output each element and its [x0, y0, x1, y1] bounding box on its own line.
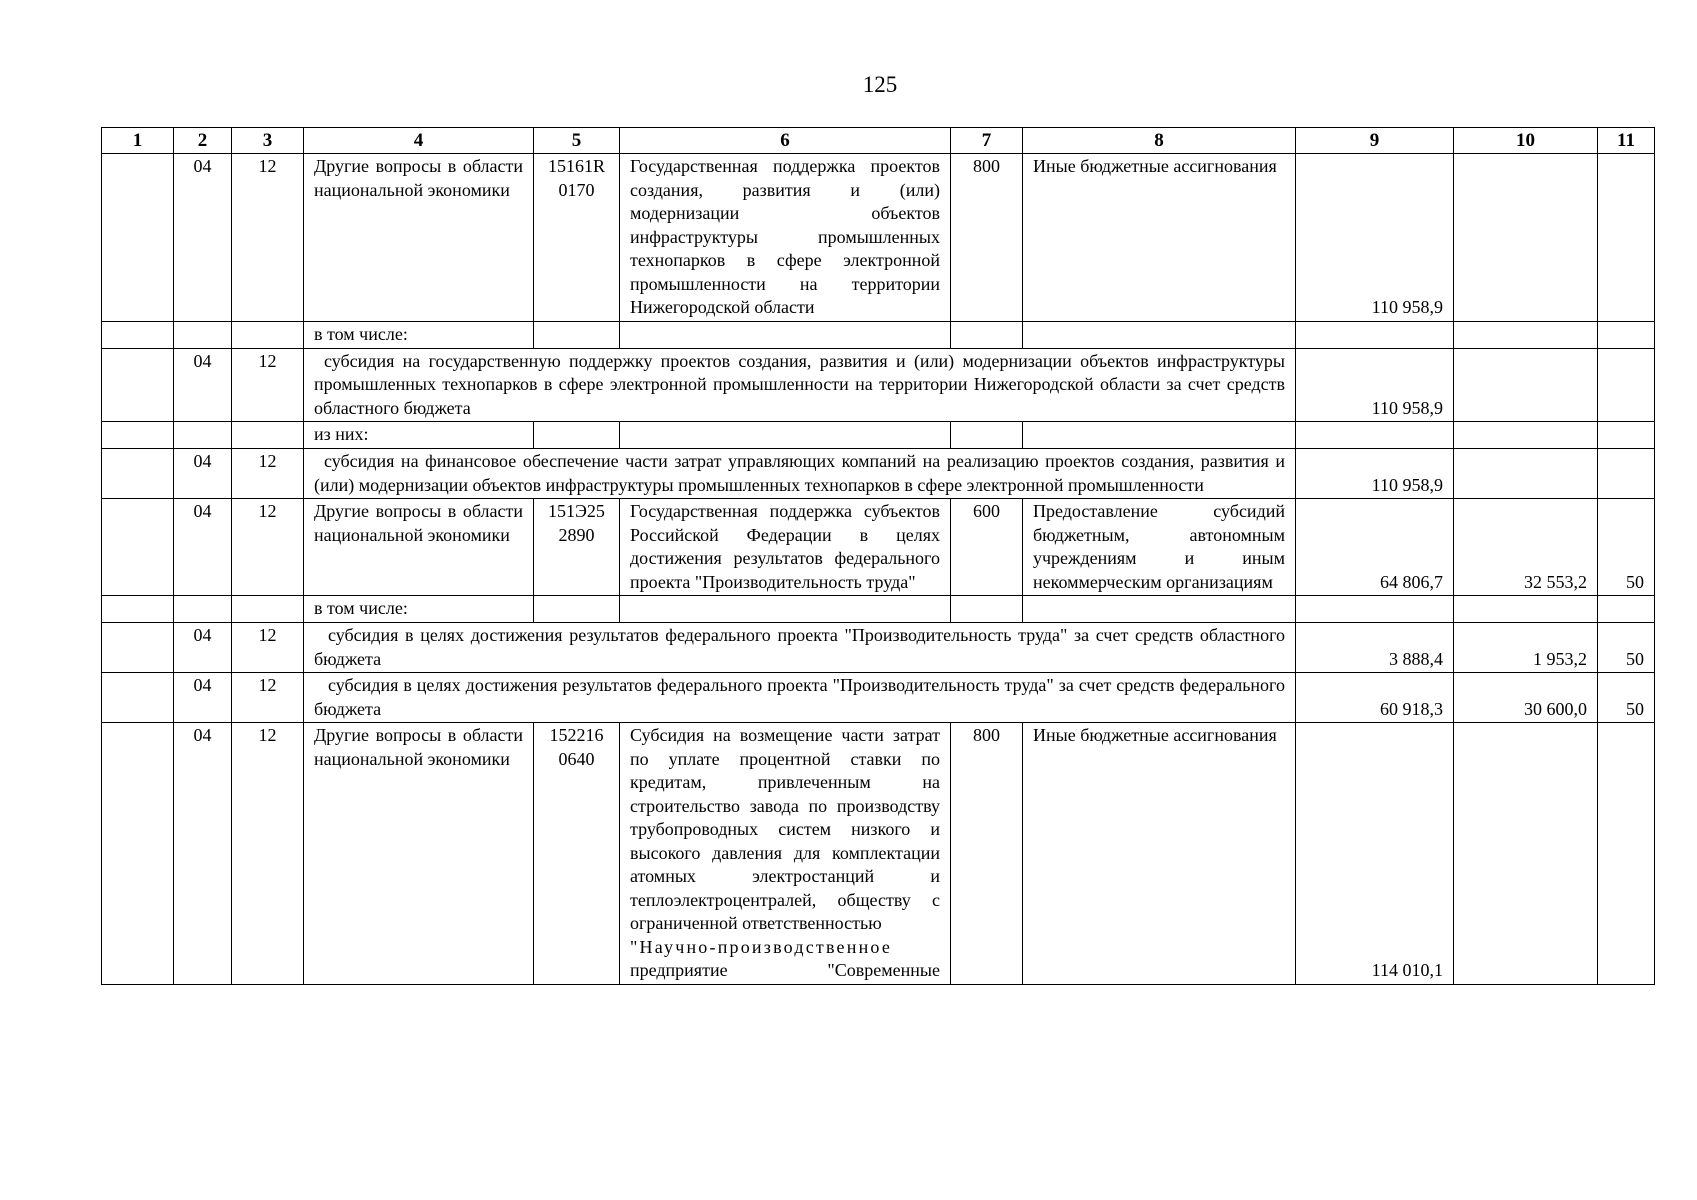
budget-table [101, 127, 1655, 985]
cell-federal-amount [1454, 723, 1598, 985]
cell-section: 04 [174, 449, 232, 499]
cell-note: из них: [304, 422, 534, 449]
table-row [102, 449, 1655, 499]
cell-section: 04 [174, 623, 232, 673]
cell-amount: 60 918,3 [1296, 673, 1454, 723]
table-row [102, 154, 1655, 322]
cell-expense-code: 800 [951, 154, 1023, 322]
cell-federal-amount [1454, 154, 1598, 322]
cell-federal-amount: 32 553,2 [1454, 499, 1598, 596]
cell-subsection: 12 [232, 623, 304, 673]
cell-federal-amount [1454, 348, 1598, 422]
cell-expense-name: Иные бюджетные ассигнования [1023, 723, 1296, 985]
cell-amount: 110 958,9 [1296, 449, 1454, 499]
column-header: 4 [304, 128, 534, 154]
column-header: 11 [1598, 128, 1655, 154]
table-row [102, 623, 1655, 673]
column-header: 3 [232, 128, 304, 154]
cell-target-name: Государственная поддержка проектов создания, развития и (или) модернизации объектов инфраструктуры промышленных технопарков в сфере электронной промышленности на территории Нижегородской области [620, 154, 951, 322]
table-row [102, 422, 1655, 449]
page-number: 125 [862, 72, 898, 97]
cell-subsidy-description: субсидия на финансовое обеспечение части затрат управляющих компаний на реализацию проектов создания, развития и (или) модернизации объектов инфраструктуры промышленных технопарков в сфере электронной промышленности [304, 449, 1296, 499]
column-header: 9 [1296, 128, 1454, 154]
cell-section: 04 [174, 348, 232, 422]
cell-expense-code: 800 [951, 723, 1023, 985]
cell-subsidy-description: субсидия на государственную поддержку проектов создания, развития и (или) модернизации объектов инфраструктуры промышленных технопарков в сфере электронной промышленности на территории Нижегородской области за счет средств областного бюджета [304, 348, 1296, 422]
table-row [102, 321, 1655, 348]
target-name-text: Субсидия на возмещение части затрат по уплате процентной ставки по кредитам, привлеченным на строительство завода по производству трубопроводных систем низкого и высокого давления для комплектации атомных электростанций и теплоэлектроцентралей, обществу с ограниченной ответственностью [630, 725, 940, 933]
cell-amount: 3 888,4 [1296, 623, 1454, 673]
cell-section-name: Другие вопросы в области национальной экономики [304, 723, 534, 985]
cell-share: 50 [1598, 623, 1655, 673]
cell-section: 04 [174, 723, 232, 985]
cell-target-code: 151Э25 2890 [534, 499, 620, 596]
cell-amount: 110 958,9 [1296, 154, 1454, 322]
cell-federal-amount: 1 953,2 [1454, 623, 1598, 673]
cell-subsection: 12 [232, 154, 304, 322]
table-row [102, 348, 1655, 422]
cell-section-name: Другие вопросы в области национальной экономики [304, 499, 534, 596]
cell-expense-name: Иные бюджетные ассигнования [1023, 154, 1296, 322]
cell-section-name: Другие вопросы в области национальной экономики [304, 154, 534, 322]
cell-section: 04 [174, 499, 232, 596]
cell-share [1598, 154, 1655, 322]
column-header: 8 [1023, 128, 1296, 154]
cell-section: 04 [174, 673, 232, 723]
cell-subsection: 12 [232, 499, 304, 596]
table-row [102, 596, 1655, 623]
cell-expense-name: Предоставление субсидий бюджетным, автономным учреждениям и иным некоммерческим организациям [1023, 499, 1296, 596]
column-header: 7 [951, 128, 1023, 154]
cell-federal-amount [1454, 449, 1598, 499]
column-header: 10 [1454, 128, 1598, 154]
cell-expense-code: 600 [951, 499, 1023, 596]
cell-subsection: 12 [232, 723, 304, 985]
cell-amount: 114 010,1 [1296, 723, 1454, 985]
target-name-continuation: предприятие "Современные [630, 960, 940, 980]
cell-target-name: Государственная поддержка субъектов Российской Федерации в целях достижения результатов федерального проекта "Производительность труда" [620, 499, 951, 596]
table-row [102, 723, 1655, 985]
cell-subsection: 12 [232, 348, 304, 422]
cell-target-code: 15161R 0170 [534, 154, 620, 322]
cell-amount: 64 806,7 [1296, 499, 1454, 596]
target-name-company: "Научно-производственное [630, 936, 893, 957]
cell-target-code: 152216 0640 [534, 723, 620, 985]
cell-share [1598, 348, 1655, 422]
table-row [102, 499, 1655, 596]
cell-share [1598, 723, 1655, 985]
cell-note: в том числе: [304, 596, 534, 623]
table-row [102, 673, 1655, 723]
header-row [102, 128, 1655, 154]
cell-share [1598, 449, 1655, 499]
cell-subsection: 12 [232, 449, 304, 499]
cell-subsidy-description: субсидия в целях достижения результатов федерального проекта "Производительность труда" за счет средств федерального бюджета [304, 673, 1296, 723]
cell-federal-amount: 30 600,0 [1454, 673, 1598, 723]
cell-share: 50 [1598, 499, 1655, 596]
cell-note: в том числе: [304, 321, 534, 348]
column-header: 1 [102, 128, 174, 154]
cell-target-name [620, 723, 951, 985]
cell-empty [102, 154, 174, 322]
column-header: 5 [534, 128, 620, 154]
cell-section: 04 [174, 154, 232, 322]
column-header: 6 [620, 128, 951, 154]
cell-amount: 110 958,9 [1296, 348, 1454, 422]
cell-subsidy-description: субсидия в целях достижения результатов федерального проекта "Производительность труда" за счет средств областного бюджета [304, 623, 1296, 673]
column-header: 2 [174, 128, 232, 154]
cell-share: 50 [1598, 673, 1655, 723]
cell-subsection: 12 [232, 673, 304, 723]
